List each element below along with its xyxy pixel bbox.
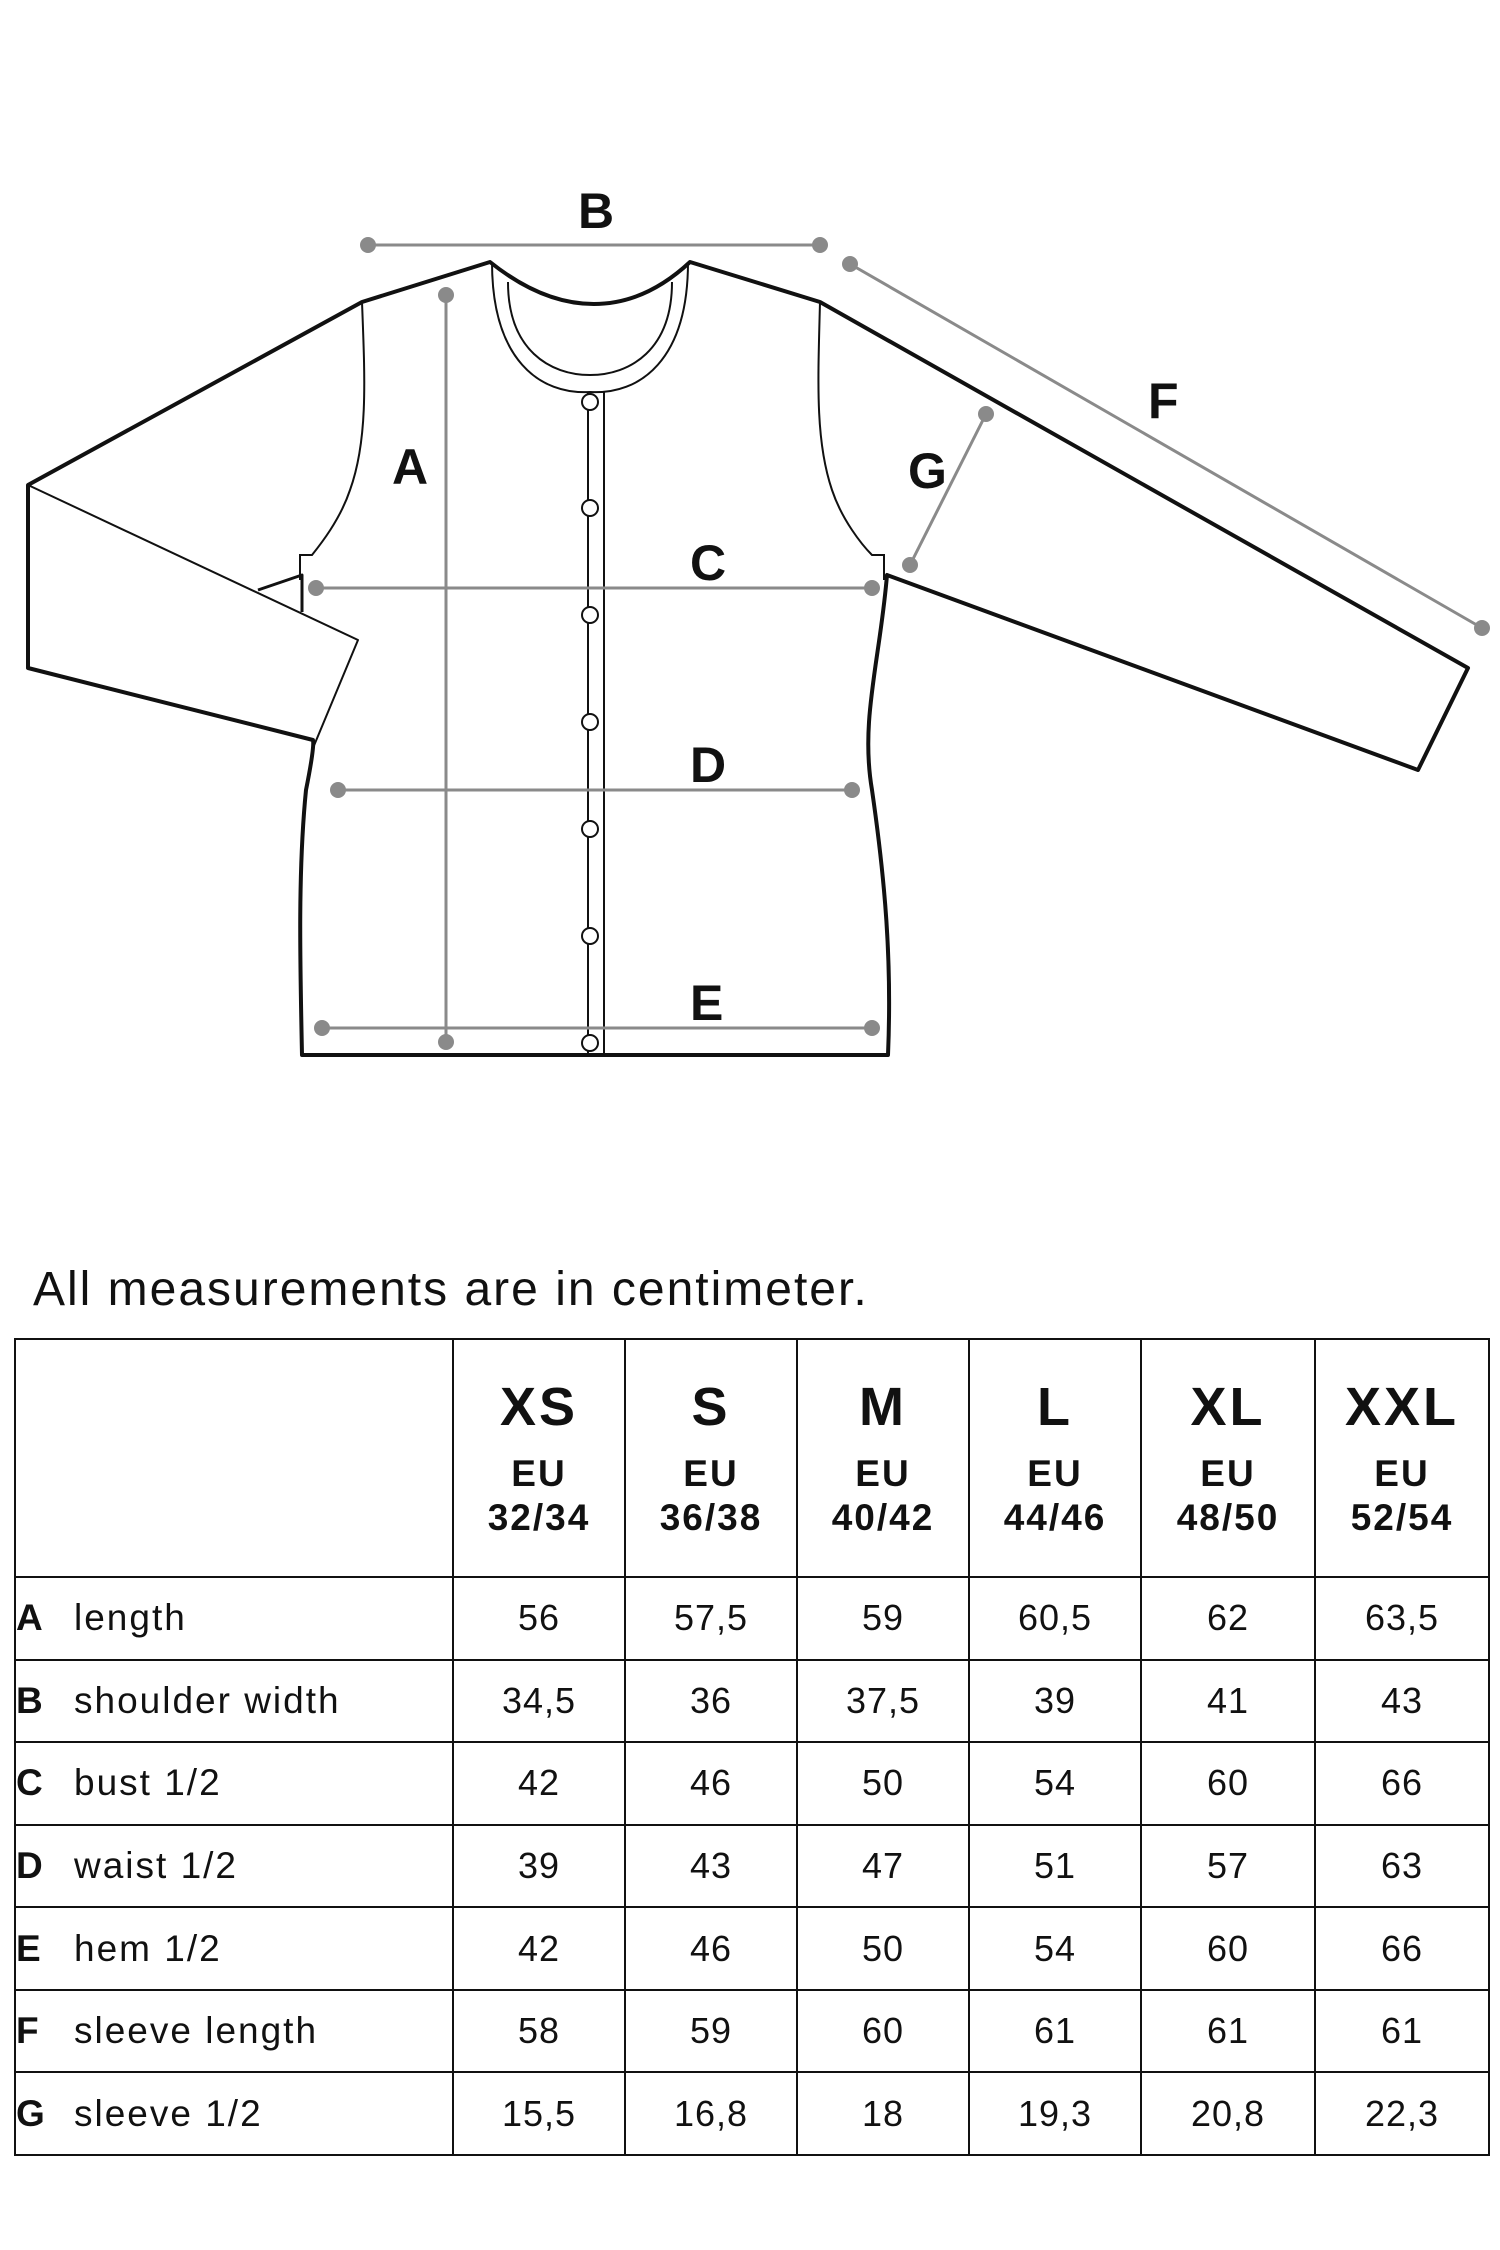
measure-line-e	[314, 1020, 880, 1036]
table-row	[15, 1907, 1489, 1990]
table-cell: 61	[1141, 1990, 1315, 2073]
table-cell: 57	[1141, 1825, 1315, 1908]
row-label-f: F sleeve length	[15, 1990, 453, 2073]
table-cell: 42	[453, 1907, 625, 1990]
button	[582, 607, 598, 623]
label-f: F	[1148, 373, 1179, 429]
table-cell: 61	[969, 1990, 1141, 2073]
table-cell: 56	[453, 1577, 625, 1660]
table-cell: 54	[969, 1907, 1141, 1990]
table-cell: 34,5	[453, 1660, 625, 1743]
table-row	[15, 1990, 1489, 2073]
table-cell: 50	[797, 1907, 969, 1990]
table-cell: 37,5	[797, 1660, 969, 1743]
measure-line-c	[308, 580, 880, 596]
row-label-b: B shoulder width	[15, 1660, 453, 1743]
size-header-row	[15, 1339, 1489, 1577]
size-header-s: S EU 36/38	[625, 1339, 797, 1577]
button	[582, 394, 598, 410]
table-row	[15, 1577, 1489, 1660]
label-d: D	[690, 737, 727, 793]
button	[582, 928, 598, 944]
row-label-e: E hem 1/2	[15, 1907, 453, 1990]
table-cell: 47	[797, 1825, 969, 1908]
button	[582, 500, 598, 516]
measure-line-d	[330, 782, 860, 798]
header-empty-cell	[15, 1339, 453, 1577]
table-cell: 16,8	[625, 2072, 797, 2155]
table-cell: 46	[625, 1742, 797, 1825]
table-row	[15, 1742, 1489, 1825]
table-cell: 59	[797, 1577, 969, 1660]
row-label-d: D waist 1/2	[15, 1825, 453, 1908]
table-cell: 62	[1141, 1577, 1315, 1660]
table-row	[15, 1825, 1489, 1908]
measure-lines	[308, 237, 1490, 1050]
table-cell: 46	[625, 1907, 797, 1990]
table-cell: 39	[453, 1825, 625, 1908]
button	[582, 1035, 598, 1051]
table-cell: 60	[1141, 1907, 1315, 1990]
table-cell: 63,5	[1315, 1577, 1489, 1660]
table-cell: 63	[1315, 1825, 1489, 1908]
table-cell: 15,5	[453, 2072, 625, 2155]
table-cell: 60	[797, 1990, 969, 2073]
measure-line-a	[438, 287, 454, 1050]
table-cell: 51	[969, 1825, 1141, 1908]
size-header-xs: XS EU 32/34	[453, 1339, 625, 1577]
label-g: G	[908, 443, 947, 499]
table-cell: 58	[453, 1990, 625, 2073]
table-cell: 22,3	[1315, 2072, 1489, 2155]
table-cell: 61	[1315, 1990, 1489, 2073]
table-cell: 66	[1315, 1907, 1489, 1990]
table-cell: 60,5	[969, 1577, 1141, 1660]
table-cell: 41	[1141, 1660, 1315, 1743]
table-cell: 20,8	[1141, 2072, 1315, 2155]
measurement-unit-caption: All measurements are in centimeter.	[33, 1263, 869, 1316]
table-cell: 59	[625, 1990, 797, 2073]
table-row	[15, 2072, 1489, 2155]
label-a: A	[392, 439, 429, 495]
table-cell: 43	[625, 1825, 797, 1908]
table-cell: 19,3	[969, 2072, 1141, 2155]
garment-outline	[28, 262, 1468, 1055]
table-cell: 18	[797, 2072, 969, 2155]
size-header-xxl: XXL EU 52/54	[1315, 1339, 1489, 1577]
size-header-l: L EU 44/46	[969, 1339, 1141, 1577]
measure-line-b	[360, 237, 828, 253]
table-cell: 57,5	[625, 1577, 797, 1660]
table-row	[15, 1660, 1489, 1743]
button	[582, 714, 598, 730]
label-c: C	[690, 535, 727, 591]
label-e: E	[690, 975, 724, 1031]
table-cell: 42	[453, 1742, 625, 1825]
buttons	[582, 394, 598, 1051]
table-cell: 54	[969, 1742, 1141, 1825]
size-chart-table	[14, 1338, 1490, 2156]
row-label-a: A length	[15, 1577, 453, 1660]
table-cell: 36	[625, 1660, 797, 1743]
button	[582, 821, 598, 837]
table-cell: 50	[797, 1742, 969, 1825]
size-header-m: M EU 40/42	[797, 1339, 969, 1577]
table-cell: 66	[1315, 1742, 1489, 1825]
row-label-c: C bust 1/2	[15, 1742, 453, 1825]
table-cell: 60	[1141, 1742, 1315, 1825]
table-cell: 43	[1315, 1660, 1489, 1743]
size-header-xl: XL EU 48/50	[1141, 1339, 1315, 1577]
row-label-g: G sleeve 1/2	[15, 2072, 453, 2155]
label-b: B	[578, 183, 615, 239]
table-cell: 39	[969, 1660, 1141, 1743]
